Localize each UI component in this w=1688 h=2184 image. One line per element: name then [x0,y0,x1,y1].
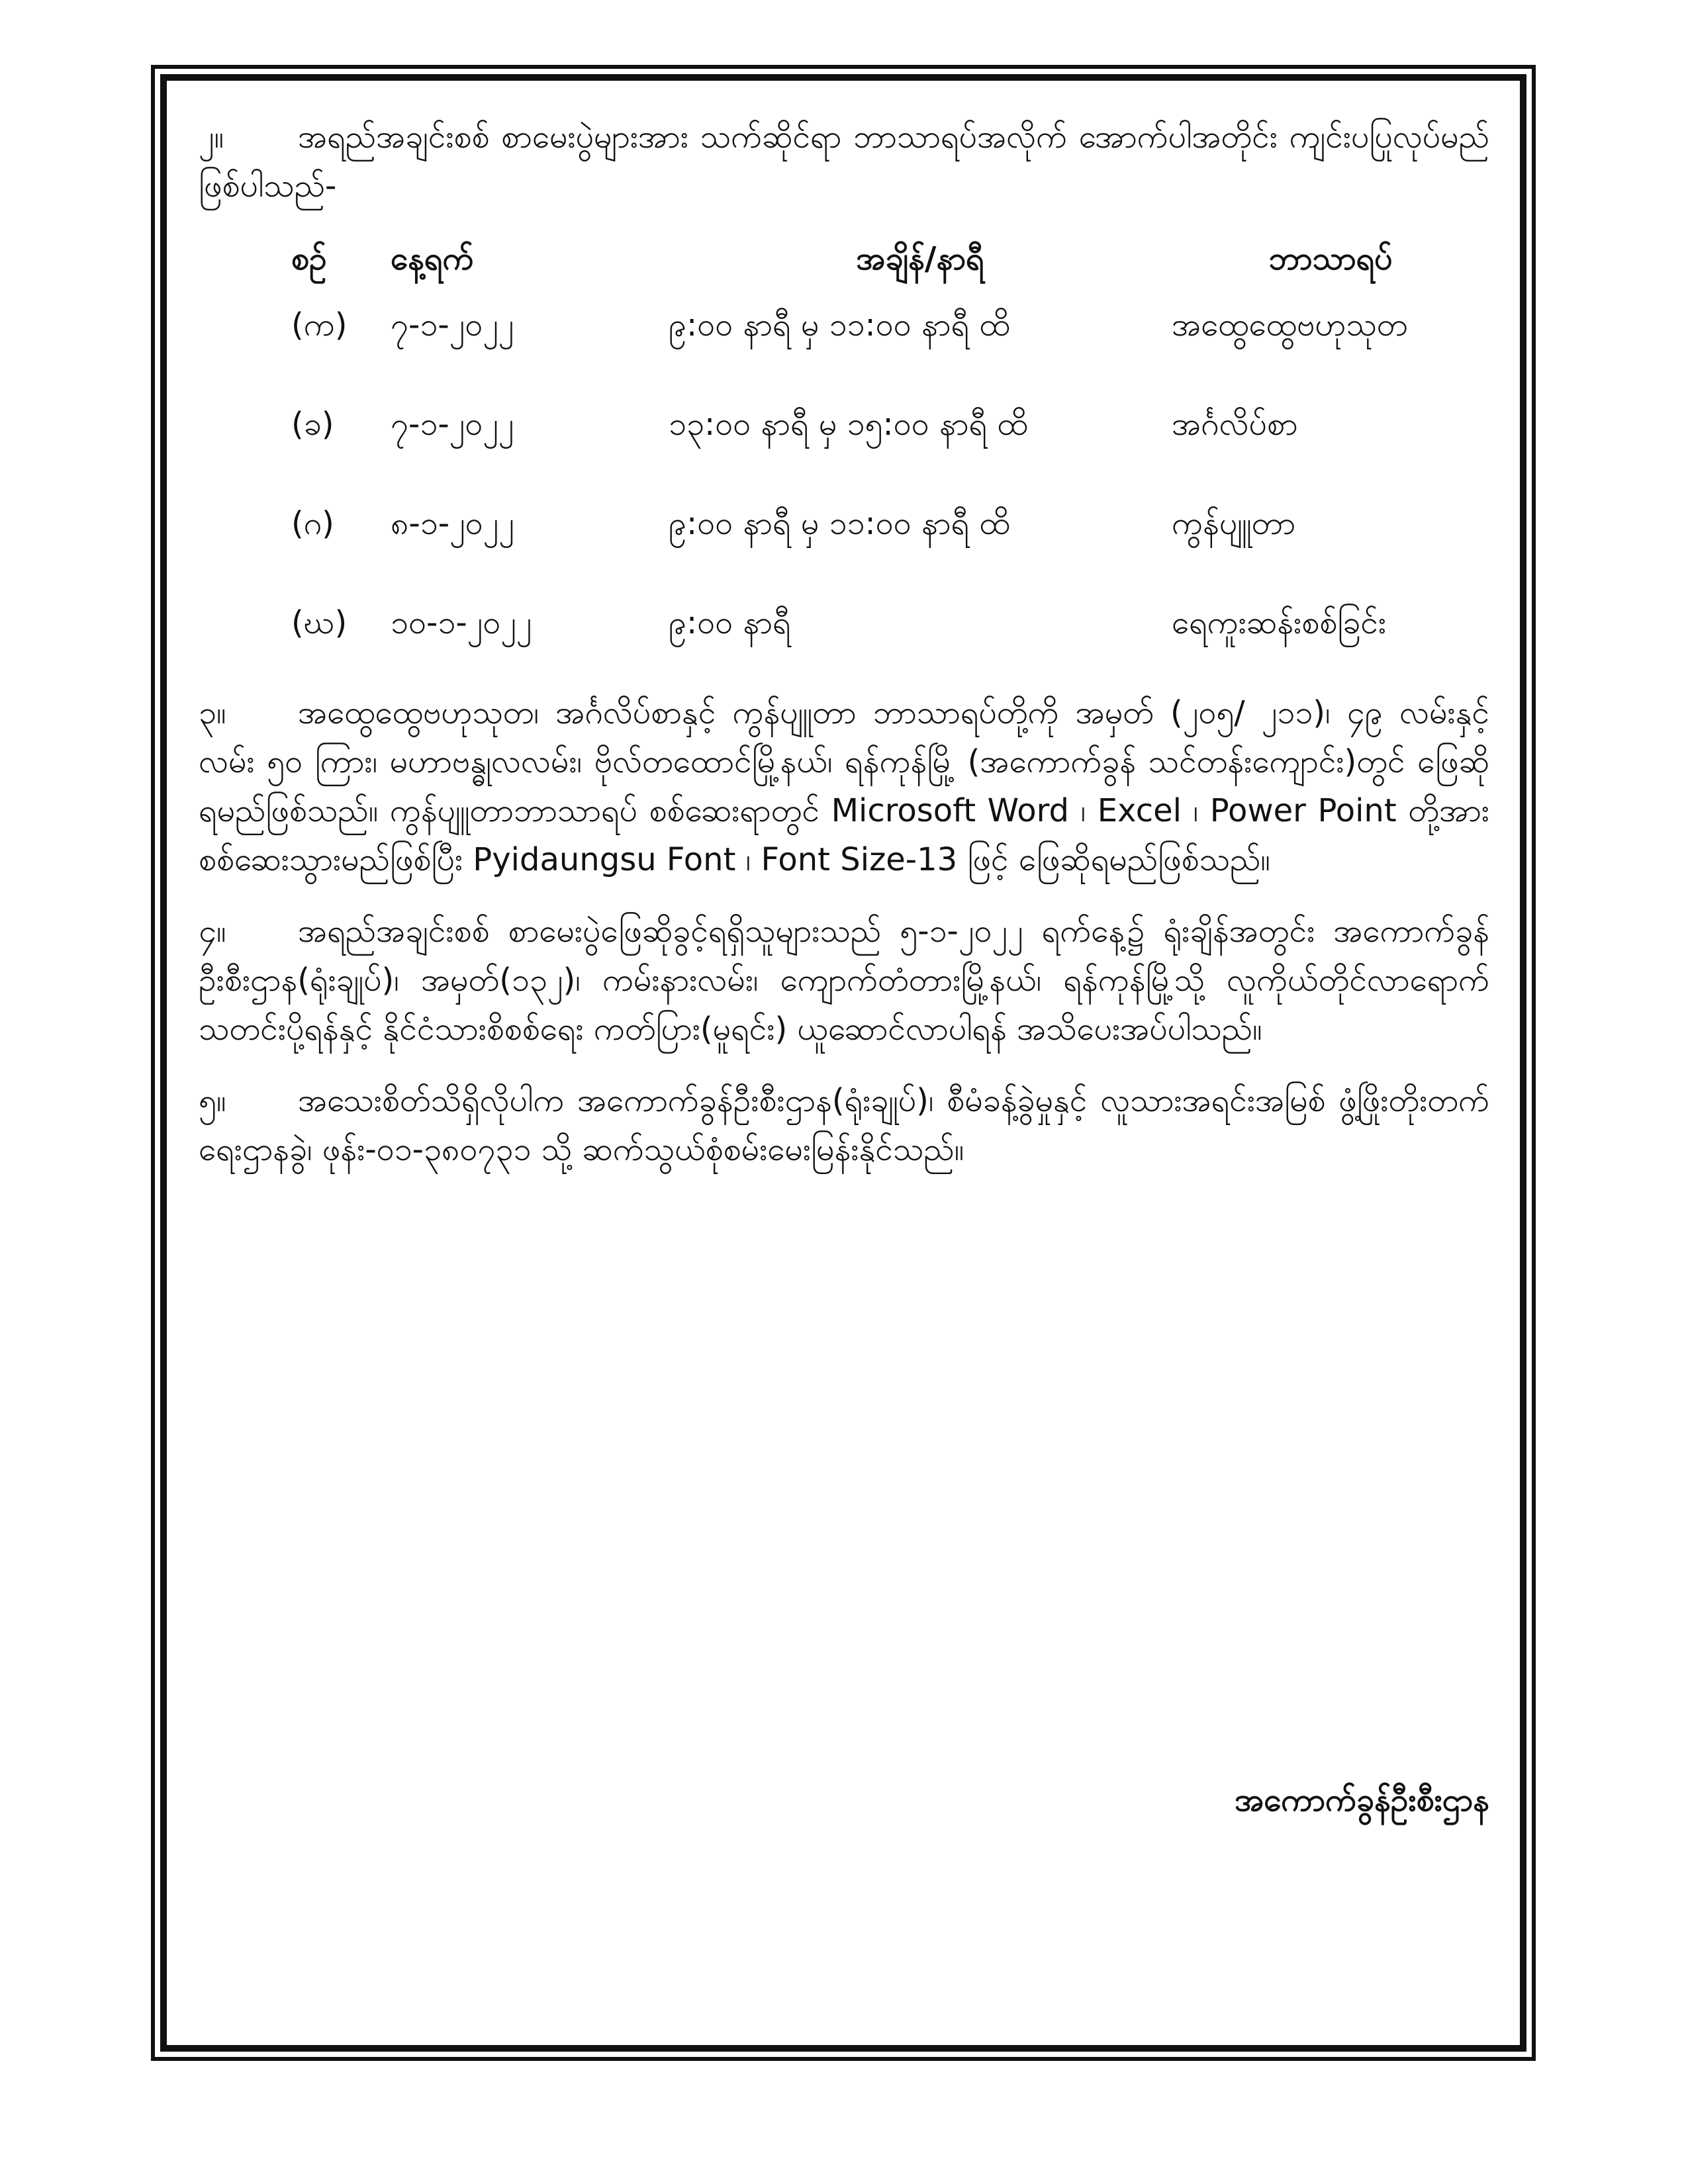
row-time: ၉:၀၀ နာရီ မှ ၁၁:၀၀ နာရီ ထိ [669,306,1010,343]
table-row [199,300,1489,400]
paragraph-number: ၂။ [199,118,224,156]
row-time: ၉:၀၀ နာရီ မှ ၁၁:၀၀ နာရီ ထိ [669,505,1010,542]
row-no: (ဃ) [291,604,348,641]
row-date: ၇-၁-၂၀၂၂ [391,406,514,443]
row-subject: ကွန်ပျူတာ [1172,505,1296,542]
paragraph-5 [199,1076,1489,1174]
header-no: စဉ် [291,240,327,277]
paragraph-4 [199,907,1489,1054]
table-row [199,499,1489,598]
paragraph-text: အရည်အချင်းစစ် စာမေးပွဲဖြေဆိုခွင့်ရရှိသူများသည် ၅-၁-၂၀၂၂ ရက်နေ့၌ ရုံးချိန်အတွင်း အကောက်ခွန်ဦးစီးဌာန(ရုံးချုပ်)၊ အမှတ်(၁၃၂)၊ ကမ်းနားလမ်း၊ ကျောက်တံတားမြို့နယ်၊ ရန်ကုန်မြို့သို့ လူကိုယ်တိုင်လာရောက်သတင်းပို့ရန်နှင့် နိုင်ငံသားစိစစ်ရေး ကတ်ပြား(မူရင်း) ယူဆောင်လာပါရန် အသိပေးအပ်ပါသည်။ [199,913,1489,1048]
paragraph-number: ၅။ [199,1082,226,1119]
paragraph-2 [199,113,1489,210]
paragraph-3 [199,688,1489,884]
header-time: အချိန်/နာရီ [856,240,984,277]
table-row [199,598,1489,664]
row-subject: အထွေထွေဗဟုသုတ [1172,306,1408,343]
row-no: (ခ) [291,406,334,443]
row-time: ၁၃:၀၀ နာရီ မှ ၁၅:၀၀ နာရီ ထိ [669,406,1028,443]
row-no: (က) [291,306,348,343]
row-date: ၇-၁-၂၀၂၂ [391,306,514,343]
document-body [199,113,1489,1197]
table-header-row [199,234,1489,300]
row-subject: ရေကူးဆန်းစစ်ခြင်း [1172,604,1387,641]
paragraph-number: ၄။ [199,913,226,950]
table-row [199,400,1489,499]
paragraph-text: အသေးစိတ်သိရှိလိုပါက အကောက်ခွန်ဦးစီးဌာန(ရုံးချုပ်)၊ စီမံခန့်ခွဲမှုနှင့် လူသားအရင်းအမြစ် ဖွံ့ဖြိုးတိုးတက်ရေးဌာနခွဲ၊ ဖုန်း-၀၁-၃၈၀၇၃၁ သို့ ဆက်သွယ်စုံစမ်းမေးမြန်းနိုင်သည်။ [199,1082,1489,1168]
paragraph-text: အထွေထွေဗဟုသုတ၊ အင်္ဂလိပ်စာနှင့် ကွန်ပျူတာ ဘာသာရပ်တို့ကို အမှတ် (၂၀၅/ ၂၁၁)၊ ၄၉ လမ်းနှင့် လမ်း ၅၀ ကြား၊ မဟာဗန္ဓုလလမ်း၊ ဗိုလ်တထောင်မြို့နယ်၊ ရန်ကုန်မြို့ (အကောက်ခွန် သင်တန်းကျောင်း)တွင် ဖြေဆိုရမည်ဖြစ်သည်။ ကွန်ပျူတာဘာသာရပ် စစ်ဆေးရာတွင် Microsoft Word ၊ Excel ၊ Power Point တို့အား စစ်ဆေးသွားမည်ဖြစ်ပြီး Pyidaungsu Font ၊ Font Size-13 ဖြင့် ဖြေဆိုရမည်ဖြစ်သည်။ [199,694,1489,878]
paragraph-number: ၃။ [199,694,226,731]
row-date: ၁၀-၁-၂၀၂၂ [391,604,532,641]
row-time: ၉:၀၀ နာရီ [669,604,791,641]
row-no: (ဂ) [291,505,334,542]
header-date: နေ့ရက် [391,240,474,277]
exam-schedule-table [199,234,1489,664]
row-date: ၈-၁-၂၀၂၂ [391,505,514,542]
row-subject: အင်္ဂလိပ်စာ [1172,406,1298,443]
signature-department: အကောက်ခွန်ဦးစီးဌာန [1235,1782,1489,1819]
header-subject: ဘာသာရပ် [1268,240,1393,277]
paragraph-text: အရည်အချင်းစစ် စာမေးပွဲများအား သက်ဆိုင်ရာ ဘာသာရပ်အလိုက် အောက်ပါအတိုင်း ကျင်းပပြုလုပ်မည် ဖြစ်ပါသည်- [199,118,1489,205]
